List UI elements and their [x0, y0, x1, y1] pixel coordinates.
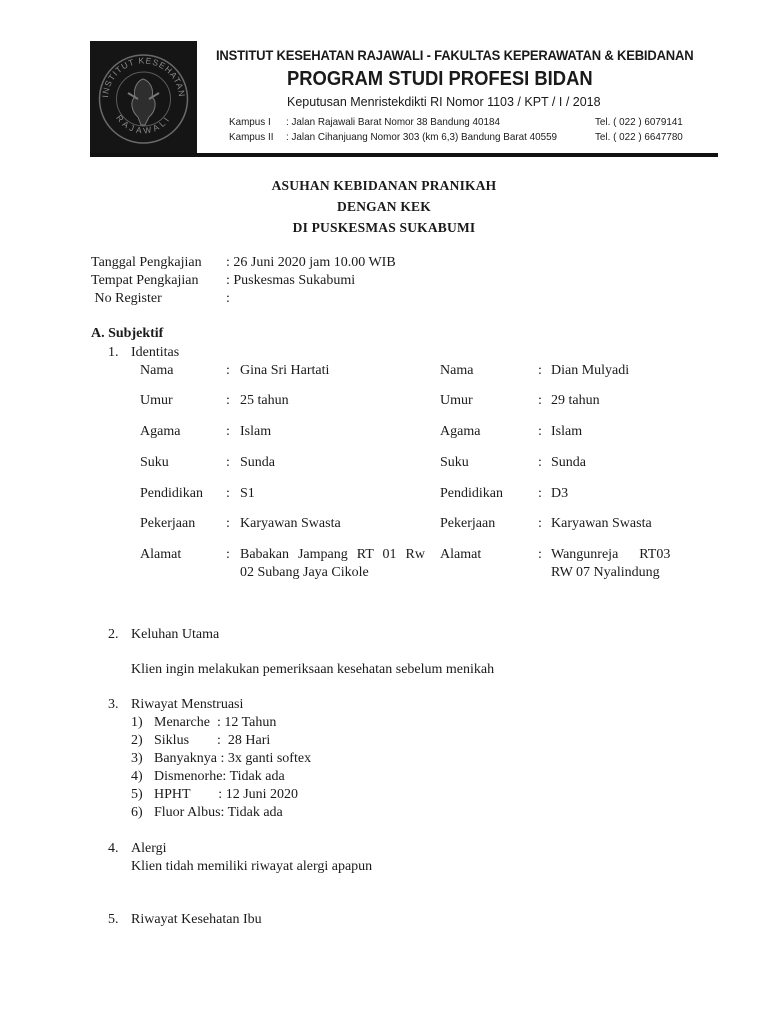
logo-text-top: INSTITUT KESEHATAN	[100, 55, 188, 99]
identity-colon: :	[226, 516, 230, 531]
campus-1-phone: Tel. ( 022 ) 6079141	[595, 116, 683, 128]
address-left-line2: 02 Subang Jaya Cikole	[240, 565, 369, 580]
identity-label: Nama	[440, 363, 474, 378]
identity-left-value: 25 tahun	[240, 393, 289, 408]
identity-colon: :	[538, 393, 542, 408]
campus-2-label: Kampus II	[229, 131, 274, 143]
item-2-title: Keluhan Utama	[131, 627, 220, 642]
identity-label: Nama	[140, 363, 174, 378]
rajawali-emblem-icon	[90, 41, 197, 153]
identity-left-value: Islam	[240, 424, 272, 439]
decree-text: Keputusan Menristekdikti RI Nomor 1103 / KPT / I / 2018	[287, 95, 601, 109]
list-item-text: Menarche : 12 Tahun	[154, 715, 277, 730]
identity-label: Alamat	[440, 547, 482, 562]
logo-text-bottom: RAJAWALI	[114, 112, 173, 136]
identity-colon: :	[538, 486, 542, 501]
meta-value-date: : 26 Juni 2020 jam 10.00 WIB	[226, 255, 396, 270]
list-item-text: Fluor Albus: Tidak ada	[154, 805, 283, 820]
item-2-text: Klien ingin melakukan pemeriksaan kesehatan sebelum menikah	[131, 662, 495, 677]
item-4-text: Klien tidah memiliki riwayat alergi apapun	[131, 859, 373, 874]
campus-1-address: : Jalan Rajawali Barat Nomor 38 Bandung 40184	[286, 116, 500, 128]
campus-2-phone: Tel. ( 022 ) 6647780	[595, 131, 683, 143]
campus-1-label: Kampus I	[229, 116, 271, 128]
meta-label-register: No Register	[91, 291, 162, 306]
identity-right-value: D3	[551, 486, 569, 501]
identity-right-value: Sunda	[551, 455, 586, 470]
address-right-line2: RW 07 Nyalindung	[551, 565, 660, 580]
document-title-line1: ASUHAN KEBIDANAN PRANIKAH	[271, 178, 497, 193]
list-item-number: 3)	[131, 751, 143, 766]
identity-colon: :	[226, 393, 230, 408]
identity-colon: :	[538, 363, 542, 378]
identity-label: Pekerjaan	[440, 516, 496, 531]
list-item-text: Dismenorhe: Tidak ada	[154, 769, 285, 784]
identity-left-value: S1	[240, 486, 255, 501]
program-name: PROGRAM STUDI PROFESI BIDAN	[287, 68, 593, 90]
identity-label: Pekerjaan	[140, 516, 196, 531]
list-item-number: 6)	[131, 805, 143, 820]
item-1-title: Identitas	[131, 345, 180, 360]
identity-right-value: 29 tahun	[551, 393, 600, 408]
identity-colon: :	[226, 363, 230, 378]
identity-label: Agama	[140, 424, 181, 439]
identity-label: Umur	[140, 393, 173, 408]
item-5-number: 5.	[108, 912, 119, 927]
identity-label: Pendidikan	[440, 486, 503, 501]
identity-colon: :	[226, 424, 230, 439]
address-left-line1: Babakan Jampang RT 01 Rw	[240, 547, 425, 562]
meta-value-register: :	[226, 291, 230, 306]
item-3-title: Riwayat Menstruasi	[131, 697, 244, 712]
identity-right-value: Islam	[551, 424, 583, 439]
section-a-heading: A. Subjektif	[91, 326, 164, 341]
identity-colon: :	[538, 516, 542, 531]
item-3-number: 3.	[108, 697, 119, 712]
identity-right-value: Karyawan Swasta	[551, 516, 652, 531]
identity-left-value: Gina Sri Hartati	[240, 363, 330, 378]
list-item-number: 4)	[131, 769, 143, 784]
list-item-number: 5)	[131, 787, 143, 802]
document-title-line2: DENGAN KEK	[337, 199, 431, 214]
list-item-number: 1)	[131, 715, 143, 730]
identity-label: Pendidikan	[140, 486, 203, 501]
identity-label: Agama	[440, 424, 481, 439]
item-4-number: 4.	[108, 841, 119, 856]
identity-right-value: Dian Mulyadi	[551, 363, 630, 378]
list-item-text: Banyaknya : 3x ganti softex	[154, 751, 312, 766]
list-item-text: HPHT : 12 Juni 2020	[154, 787, 299, 802]
meta-value-place: : Puskesmas Sukabumi	[226, 273, 356, 288]
item-5-title: Riwayat Kesehatan Ibu	[131, 912, 262, 927]
institution-logo	[90, 41, 197, 153]
list-item-text: Siklus : 28 Hari	[154, 733, 271, 748]
document-title-line3: DI PUSKESMAS SUKABUMI	[292, 220, 476, 235]
identity-left-value: Sunda	[240, 455, 275, 470]
list-item-number: 2)	[131, 733, 143, 748]
identity-colon: :	[226, 455, 230, 470]
identity-colon: :	[226, 547, 230, 562]
identity-colon: :	[538, 547, 542, 562]
institution-name: INSTITUT KESEHATAN RAJAWALI - FAKULTAS KEPERAWATAN & KEBIDANAN	[216, 47, 694, 63]
identity-label: Suku	[440, 455, 469, 470]
header-divider	[90, 153, 718, 157]
identity-left-value: Karyawan Swasta	[240, 516, 341, 531]
meta-label-date: Tanggal Pengkajian	[91, 255, 202, 270]
identity-colon: :	[226, 486, 230, 501]
identity-label: Suku	[140, 455, 169, 470]
item-2-number: 2.	[108, 627, 119, 642]
address-right-line1: Wangunreja RT03	[551, 547, 671, 562]
item-1-number: 1.	[108, 345, 119, 360]
identity-label: Umur	[440, 393, 473, 408]
item-4-title: Alergi	[131, 841, 167, 856]
meta-label-place: Tempat Pengkajian	[91, 273, 199, 288]
identity-colon: :	[538, 424, 542, 439]
campus-2-address: : Jalan Cihanjuang Nomor 303 (km 6,3) Bandung Barat 40559	[286, 131, 558, 143]
identity-colon: :	[538, 455, 542, 470]
identity-label: Alamat	[140, 547, 182, 562]
